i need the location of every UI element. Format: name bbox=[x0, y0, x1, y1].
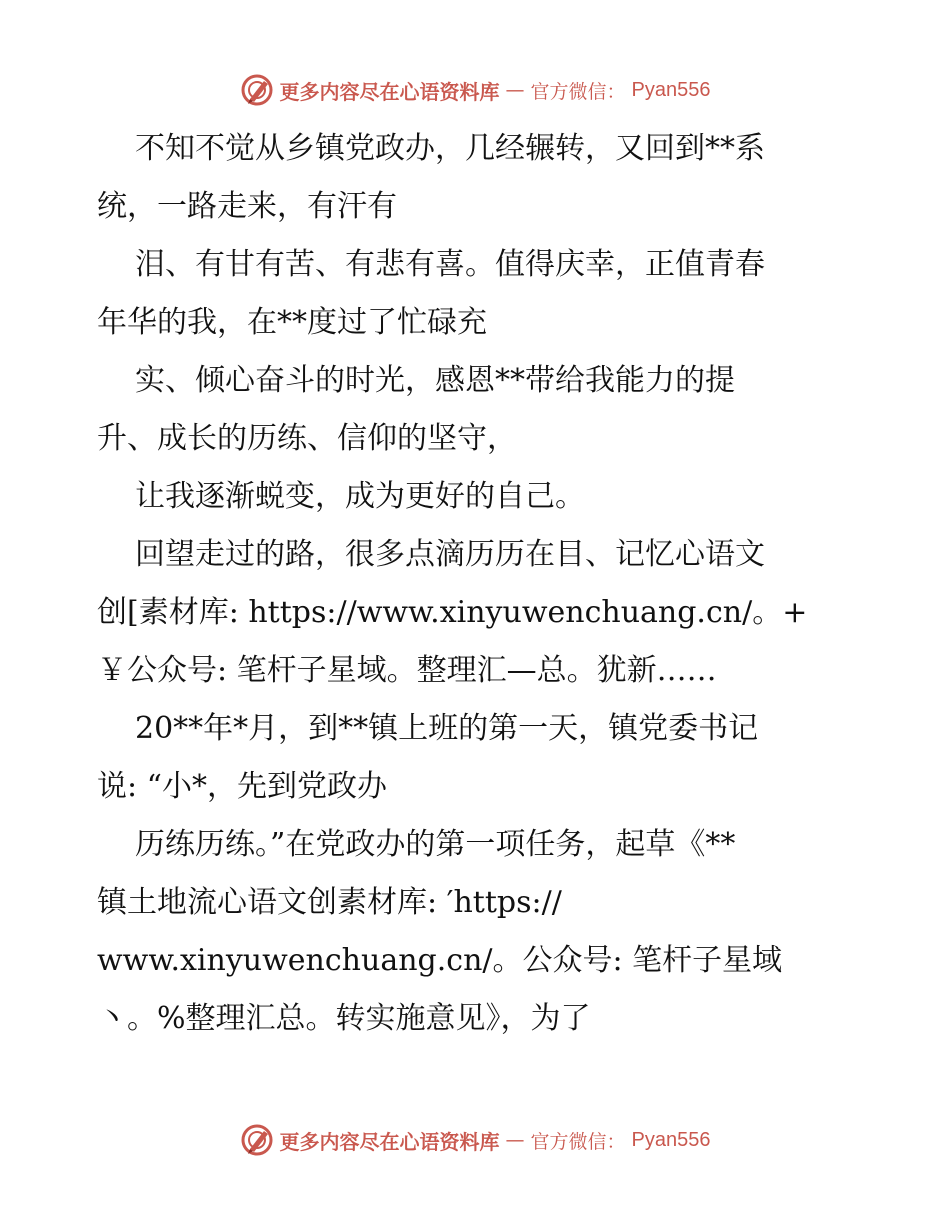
body-line: 不知不觉从乡镇党政办，几经辗转，又回到**系 bbox=[135, 131, 765, 166]
header-separator: — bbox=[505, 79, 525, 101]
header-wechat-id: Pyan556 bbox=[631, 78, 711, 101]
header-wechat-label: 官方微信： bbox=[530, 80, 626, 103]
document-body bbox=[97, 120, 857, 1048]
body-line: 回望走过的路，很多点滴历历在目、记忆心语文 bbox=[135, 537, 765, 572]
body-line: 创[素材库: https://www.xinyuwenchuang.cn/。+ bbox=[97, 595, 808, 630]
header-banner bbox=[0, 70, 950, 110]
body-line: 升、成长的历练、信仰的坚守， bbox=[97, 421, 517, 456]
header-slogan: 更多内容尽在心语资料库 bbox=[279, 79, 500, 104]
footer-wechat-label: 官方微信： bbox=[530, 1130, 626, 1153]
body-line: 让我逐渐蜕变，成为更好的自己。 bbox=[135, 479, 585, 514]
body-line: 说: “小*，先到党政办 bbox=[97, 769, 387, 804]
body-line: 历练历练。”在党政办的第一项任务，起草《** bbox=[135, 827, 736, 862]
body-line: 泪、有甘有苦、有悲有喜。值得庆幸，正值青春 bbox=[135, 247, 765, 282]
footer-slogan: 更多内容尽在心语资料库 bbox=[279, 1129, 500, 1154]
body-line: 年华的我，在**度过了忙碌充 bbox=[97, 305, 487, 340]
pen-logo-icon bbox=[240, 73, 274, 107]
footer-separator: — bbox=[505, 1129, 525, 1151]
body-line: ￥公众号: 笔杆子星域。整理汇—总。犹新…… bbox=[97, 653, 717, 688]
body-line: www.xinyuwenchuang.cn/。公众号: 笔杆子星域 bbox=[97, 943, 783, 978]
footer-banner bbox=[0, 1120, 950, 1160]
pen-logo-icon bbox=[240, 1123, 274, 1157]
footer-wechat-id: Pyan556 bbox=[631, 1128, 711, 1151]
body-line: 统，一路走来，有汗有 bbox=[97, 189, 397, 224]
body-line: 实、倾心奋斗的时光，感恩**带给我能力的提 bbox=[135, 363, 735, 398]
body-line: 丶。%整理汇总。转实施意见》，为了 bbox=[97, 1001, 591, 1036]
body-line: 镇土地流心语文创素材库: ′https:// bbox=[97, 885, 562, 920]
body-line: 20**年*月，到**镇上班的第一天，镇党委书记 bbox=[135, 711, 759, 746]
